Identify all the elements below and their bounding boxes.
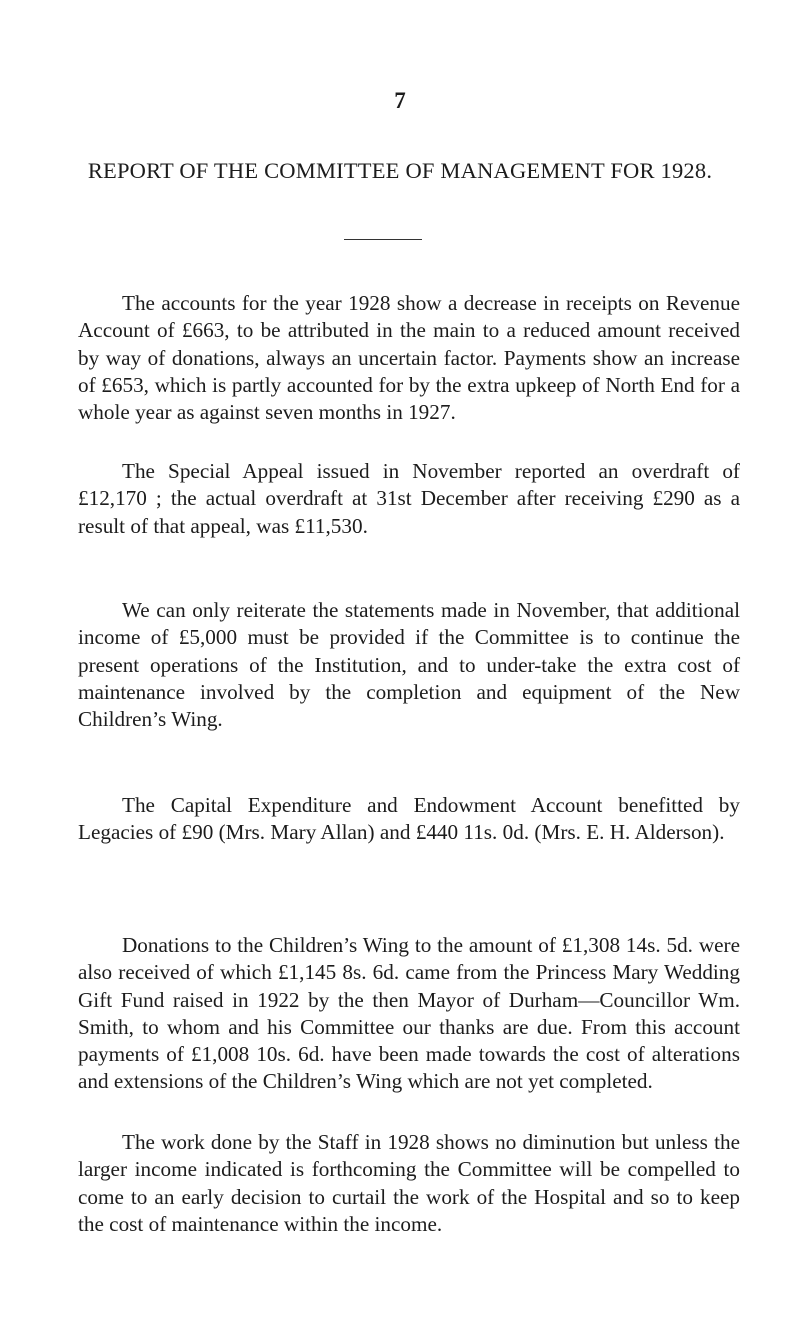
title-divider [344, 239, 422, 240]
paragraph-revenue-account [78, 290, 740, 426]
paragraph-text: The Capital Expenditure and Endowment Account benefitted by Legacies of £90 (Mrs. Mary Allan) and £440 11s. 0d. (Mrs. E. H. Alderson). [78, 793, 740, 845]
page-number: 7 [394, 88, 406, 113]
paragraph-text: The work done by the Staff in 1928 shows no diminution but unless the larger income indicated is forthcoming the Committee will be compelled to come to an early decision to curtail the work of the Hospital and so to keep the cost of maintenance within the income. [78, 1130, 740, 1236]
paragraph-text: We can only reiterate the statements made in November, that additional income of £5,000 must be provided if the Committee is to continue the present operations of the Institution, and to under-take the extra cost of maintenance involved by the completion and equipment of the New Children’s Wing. [78, 598, 740, 732]
paragraph-staff-work [78, 1129, 740, 1238]
paragraph-text: The Special Appeal issued in November reported an overdraft of £12,170 ; the actual overdraft at 31st December after receiving £290 as a result of that appeal, was £11,530. [78, 459, 740, 538]
paragraph-capital-expenditure [78, 792, 740, 847]
paragraph-text: The accounts for the year 1928 show a decrease in receipts on Revenue Account of £663, to be attributed in the main to a reduced amount received by way of donations, always an uncertain factor. Payments show an increase of £653, which is partly accounted for by the extra upkeep of North End for a whole year as against seven months in 1927. [78, 291, 740, 425]
paragraph-additional-income [78, 597, 740, 733]
report-title: REPORT OF THE COMMITTEE OF MANAGEMENT FOR 1928. [87, 158, 713, 183]
paragraph-special-appeal [78, 458, 740, 540]
paragraph-childrens-wing-donations [78, 932, 740, 1096]
paragraph-text: Donations to the Children’s Wing to the amount of £1,308 14s. 5d. were also received of which £1,145 8s. 6d. came from the Princess Mary Wedding Gift Fund raised in 1922 by the then Mayor of Durham—Councillor Wm. Smith, to whom and his Committee our thanks are due. From this account payments of £1,008 10s. 6d. have been made towards the cost of alterations and extensions of the Children’s Wing which are not yet completed. [78, 933, 740, 1094]
